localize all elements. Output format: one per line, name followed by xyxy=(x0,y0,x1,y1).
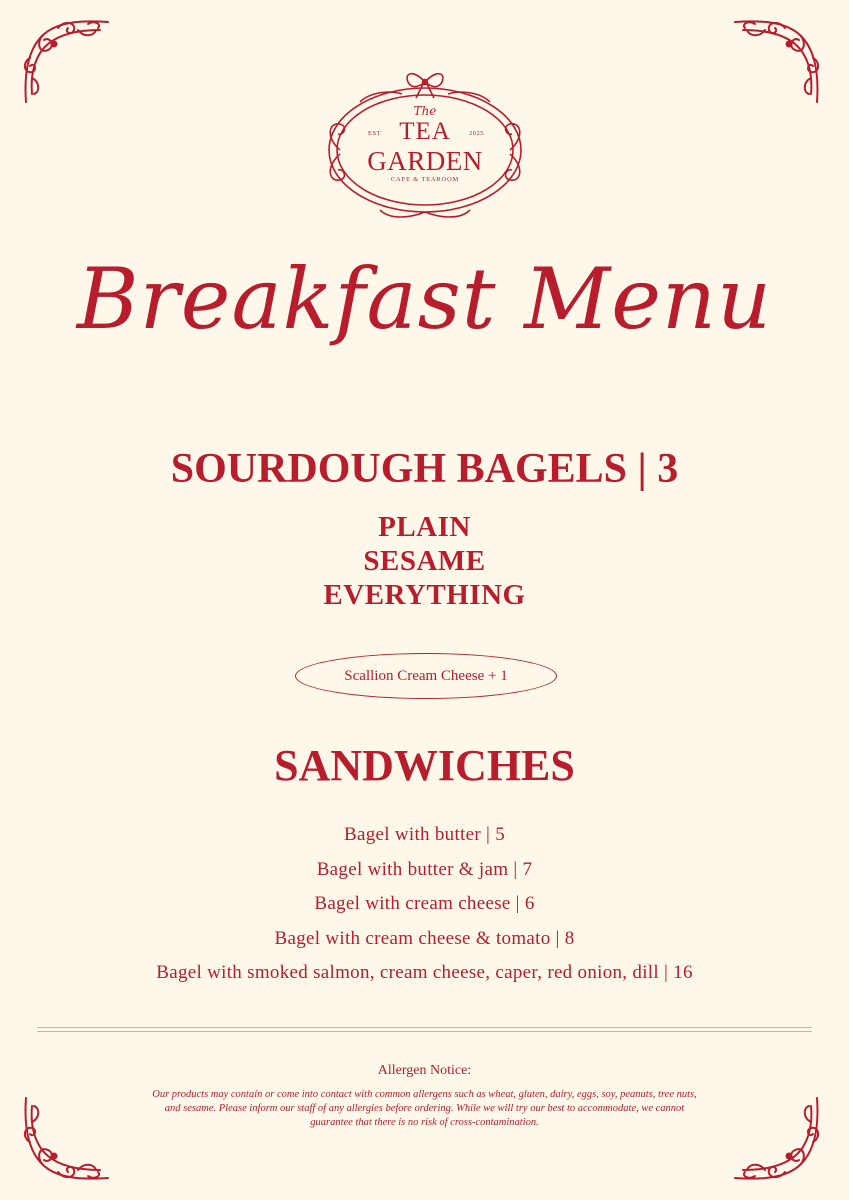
divider xyxy=(37,1027,812,1032)
corner-flourish-icon xyxy=(729,1090,825,1186)
brand-tagline: CAFE & TEAROOM xyxy=(390,176,460,183)
brand-year: 2025 xyxy=(469,130,484,137)
corner-flourish-icon xyxy=(729,14,825,110)
sandwich-list xyxy=(0,818,849,991)
list-item: Bagel with cream cheese | 6 xyxy=(314,893,535,914)
addon-badge: Scallion Cream Cheese + 1 xyxy=(295,653,557,699)
list-item: Bagel with butter | 5 xyxy=(343,824,506,845)
list-item: SESAME xyxy=(363,545,486,577)
list-item: Bagel with butter & jam | 7 xyxy=(316,858,533,880)
corner-flourish-icon xyxy=(18,14,114,110)
list-item: Bagel with smoked salmon, cream cheese, caper, red onion, dill | 16 xyxy=(156,962,693,983)
brand-est: EST xyxy=(368,130,382,137)
list-item: Bagel with cream cheese & tomato | 8 xyxy=(274,927,575,949)
bagels-heading: SOURDOUGH BAGELS | 3 xyxy=(170,446,679,492)
allergen-text: Our products may contain or come into contact with common allergens such as wheat, gluten, dairy, eggs, soy, peanuts, tree nuts, and sesame. Please inform our staff of any allergies before ordering. While we will try our best to accommodate, we cannot guarantee that there is no risk of cross-contamination. xyxy=(152,1089,697,1128)
brand-the: The xyxy=(413,104,437,118)
brand-name-line2: GARDEN xyxy=(367,146,483,176)
allergen-title: Allergen Notice: xyxy=(377,1063,472,1078)
brand-name-line1: TEA xyxy=(399,118,451,145)
list-item: PLAIN xyxy=(378,511,471,543)
brand-logo xyxy=(320,62,530,222)
bagel-flavor-list xyxy=(0,510,849,612)
sandwiches-heading: SANDWICHES xyxy=(274,741,575,790)
corner-flourish-icon xyxy=(18,1090,114,1186)
page-title: Breakfast Menu xyxy=(76,250,773,348)
list-item: EVERYTHING xyxy=(323,579,526,611)
